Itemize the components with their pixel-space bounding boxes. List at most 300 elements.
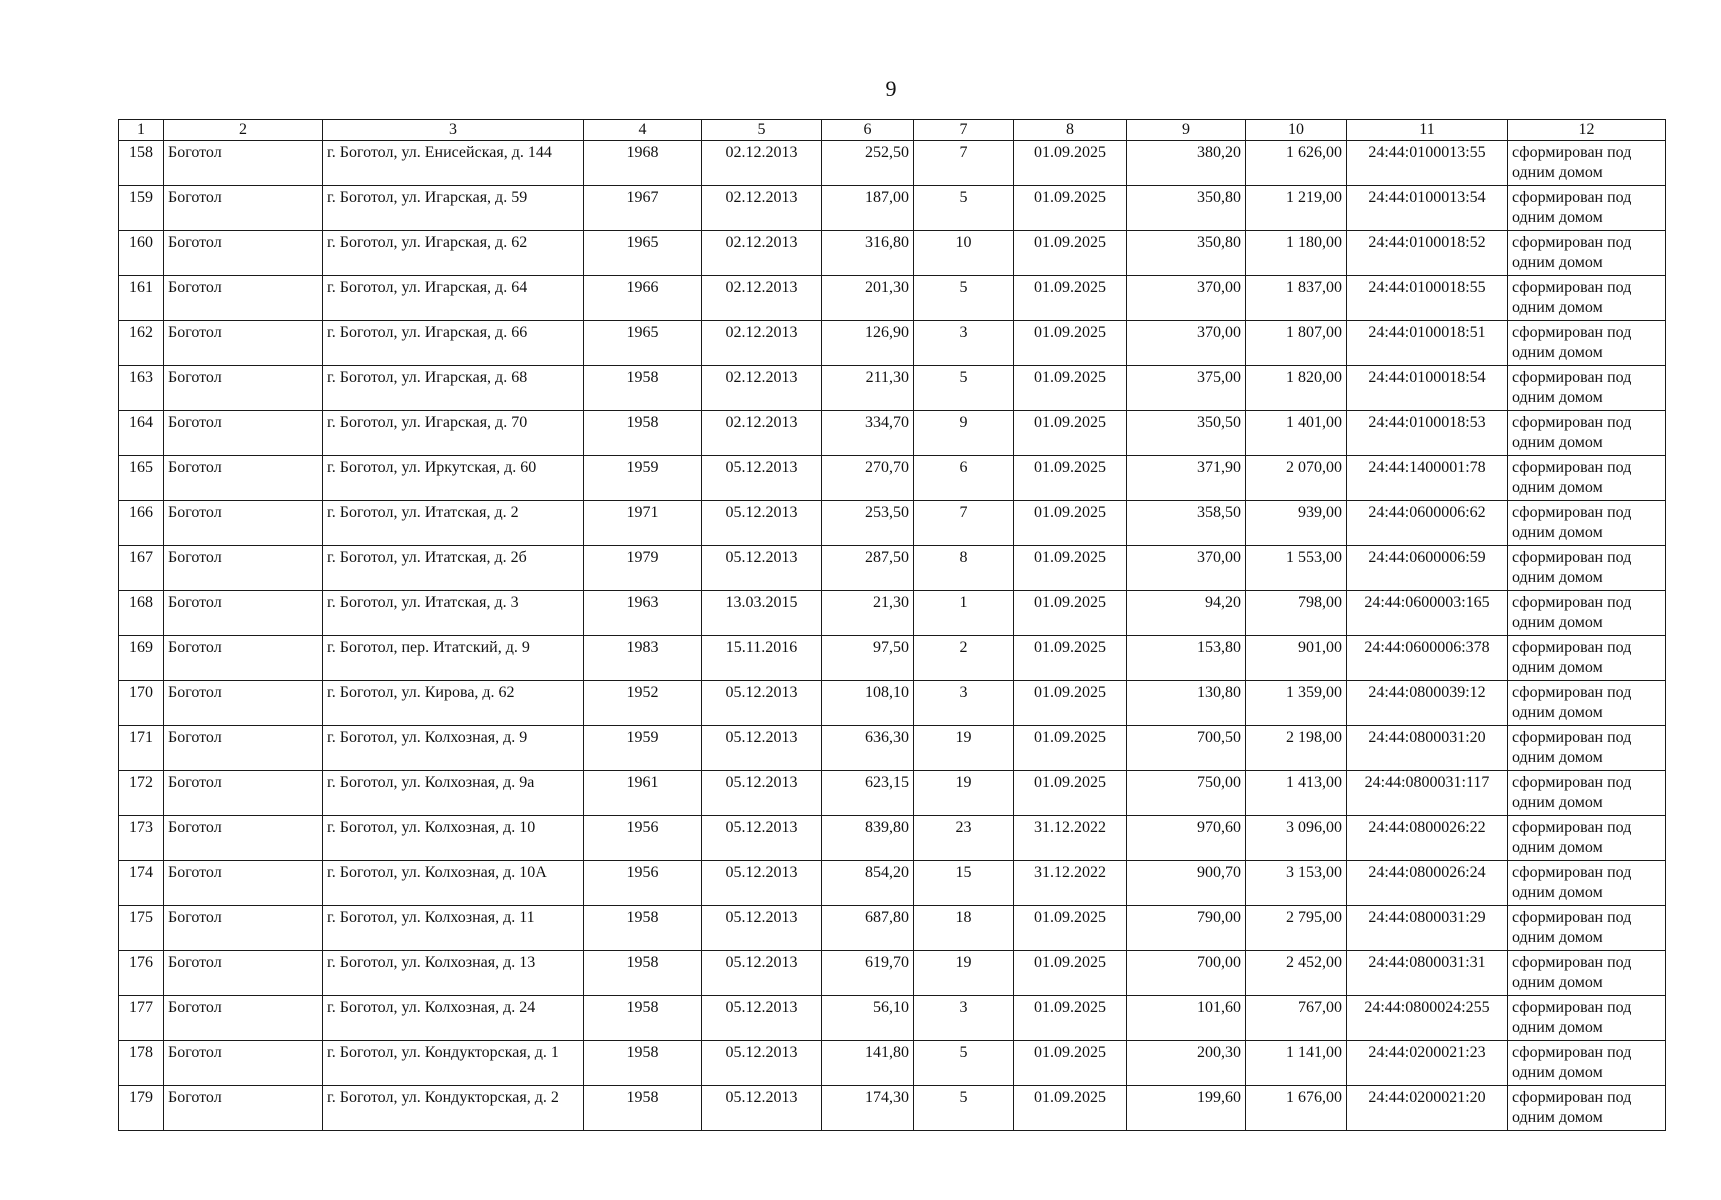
row-number: 165	[119, 456, 164, 501]
count-cell: 9	[914, 411, 1014, 456]
table-row	[119, 726, 1666, 771]
land-area-cell: 153,80	[1127, 636, 1246, 681]
area-cell: 97,50	[822, 636, 914, 681]
date-cell: 05.12.2013	[702, 771, 822, 816]
cost-cell: 1 626,00	[1246, 141, 1347, 186]
planned-date-cell: 01.09.2025	[1014, 411, 1127, 456]
year-cell: 1965	[584, 321, 702, 366]
land-area-cell: 375,00	[1127, 366, 1246, 411]
date-cell: 05.12.2013	[702, 816, 822, 861]
area-cell: 854,20	[822, 861, 914, 906]
status-cell: сформирован под одним домом	[1508, 456, 1666, 501]
date-cell: 05.12.2013	[702, 726, 822, 771]
table-row	[119, 771, 1666, 816]
land-area-cell: 900,70	[1127, 861, 1246, 906]
city-cell: Боготол	[164, 501, 323, 546]
address-cell: г. Боготол, ул. Игарская, д. 70	[323, 411, 584, 456]
date-cell: 05.12.2013	[702, 951, 822, 996]
row-number: 163	[119, 366, 164, 411]
cadastral-number-cell: 24:44:0100018:55	[1347, 276, 1508, 321]
address-cell: г. Боготол, ул. Игарская, д. 66	[323, 321, 584, 366]
row-number: 162	[119, 321, 164, 366]
year-cell: 1958	[584, 906, 702, 951]
address-cell: г. Боготол, ул. Колхозная, д. 9а	[323, 771, 584, 816]
cost-cell: 3 153,00	[1246, 861, 1347, 906]
date-cell: 15.11.2016	[702, 636, 822, 681]
planned-date-cell: 01.09.2025	[1014, 591, 1127, 636]
year-cell: 1956	[584, 861, 702, 906]
column-header-7: 7	[914, 120, 1014, 141]
cost-cell: 767,00	[1246, 996, 1347, 1041]
column-header-10: 10	[1246, 120, 1347, 141]
city-cell: Боготол	[164, 456, 323, 501]
planned-date-cell: 01.09.2025	[1014, 501, 1127, 546]
area-cell: 316,80	[822, 231, 914, 276]
year-cell: 1971	[584, 501, 702, 546]
cadastral-number-cell: 24:44:0100018:54	[1347, 366, 1508, 411]
date-cell: 05.12.2013	[702, 1041, 822, 1086]
city-cell: Боготол	[164, 141, 323, 186]
planned-date-cell: 01.09.2025	[1014, 1041, 1127, 1086]
count-cell: 2	[914, 636, 1014, 681]
status-cell: сформирован под одним домом	[1508, 186, 1666, 231]
table-row	[119, 546, 1666, 591]
count-cell: 5	[914, 1041, 1014, 1086]
address-cell: г. Боготол, ул. Иркутская, д. 60	[323, 456, 584, 501]
date-cell: 05.12.2013	[702, 681, 822, 726]
table-row	[119, 411, 1666, 456]
count-cell: 19	[914, 726, 1014, 771]
land-area-cell: 101,60	[1127, 996, 1246, 1041]
cost-cell: 1 837,00	[1246, 276, 1347, 321]
cost-cell: 1 219,00	[1246, 186, 1347, 231]
count-cell: 3	[914, 996, 1014, 1041]
year-cell: 1961	[584, 771, 702, 816]
year-cell: 1958	[584, 1086, 702, 1131]
status-cell: сформирован под одним домом	[1508, 591, 1666, 636]
cost-cell: 939,00	[1246, 501, 1347, 546]
address-cell: г. Боготол, ул. Кондукторская, д. 2	[323, 1086, 584, 1131]
planned-date-cell: 01.09.2025	[1014, 906, 1127, 951]
year-cell: 1956	[584, 816, 702, 861]
cadastral-number-cell: 24:44:0800026:24	[1347, 861, 1508, 906]
year-cell: 1959	[584, 456, 702, 501]
count-cell: 7	[914, 141, 1014, 186]
status-cell: сформирован под одним домом	[1508, 411, 1666, 456]
column-header-12: 12	[1508, 120, 1666, 141]
cost-cell: 1 401,00	[1246, 411, 1347, 456]
area-cell: 687,80	[822, 906, 914, 951]
column-header-6: 6	[822, 120, 914, 141]
column-header-5: 5	[702, 120, 822, 141]
status-cell: сформирован под одним домом	[1508, 141, 1666, 186]
address-cell: г. Боготол, ул. Итатская, д. 3	[323, 591, 584, 636]
column-number-row	[119, 120, 1666, 141]
cadastral-number-cell: 24:44:0800031:20	[1347, 726, 1508, 771]
status-cell: сформирован под одним домом	[1508, 501, 1666, 546]
planned-date-cell: 01.09.2025	[1014, 276, 1127, 321]
column-header-2: 2	[164, 120, 323, 141]
city-cell: Боготол	[164, 411, 323, 456]
address-cell: г. Боготол, ул. Кирова, д. 62	[323, 681, 584, 726]
date-cell: 02.12.2013	[702, 321, 822, 366]
cost-cell: 1 820,00	[1246, 366, 1347, 411]
table-row	[119, 951, 1666, 996]
address-cell: г. Боготол, ул. Игарская, д. 62	[323, 231, 584, 276]
city-cell: Боготол	[164, 1086, 323, 1131]
address-cell: г. Боготол, пер. Итатский, д. 9	[323, 636, 584, 681]
address-cell: г. Боготол, ул. Игарская, д. 59	[323, 186, 584, 231]
table-row	[119, 636, 1666, 681]
area-cell: 21,30	[822, 591, 914, 636]
column-header-11: 11	[1347, 120, 1508, 141]
date-cell: 05.12.2013	[702, 1086, 822, 1131]
table-row	[119, 591, 1666, 636]
table-row	[119, 366, 1666, 411]
planned-date-cell: 01.09.2025	[1014, 366, 1127, 411]
planned-date-cell: 01.09.2025	[1014, 546, 1127, 591]
land-area-cell: 200,30	[1127, 1041, 1246, 1086]
area-cell: 623,15	[822, 771, 914, 816]
planned-date-cell: 01.09.2025	[1014, 456, 1127, 501]
status-cell: сформирован под одним домом	[1508, 1041, 1666, 1086]
planned-date-cell: 01.09.2025	[1014, 636, 1127, 681]
area-cell: 839,80	[822, 816, 914, 861]
date-cell: 02.12.2013	[702, 366, 822, 411]
cadastral-number-cell: 24:44:0600003:165	[1347, 591, 1508, 636]
area-cell: 253,50	[822, 501, 914, 546]
count-cell: 8	[914, 546, 1014, 591]
address-cell: г. Боготол, ул. Игарская, д. 68	[323, 366, 584, 411]
column-header-4: 4	[584, 120, 702, 141]
cadastral-number-cell: 24:44:1400001:78	[1347, 456, 1508, 501]
planned-date-cell: 01.09.2025	[1014, 996, 1127, 1041]
cadastral-number-cell: 24:44:0800031:29	[1347, 906, 1508, 951]
year-cell: 1958	[584, 951, 702, 996]
cost-cell: 2 198,00	[1246, 726, 1347, 771]
area-cell: 211,30	[822, 366, 914, 411]
date-cell: 05.12.2013	[702, 546, 822, 591]
row-number: 178	[119, 1041, 164, 1086]
column-header-9: 9	[1127, 120, 1246, 141]
city-cell: Боготол	[164, 726, 323, 771]
date-cell: 13.03.2015	[702, 591, 822, 636]
address-cell: г. Боготол, ул. Колхозная, д. 9	[323, 726, 584, 771]
cost-cell: 1 807,00	[1246, 321, 1347, 366]
date-cell: 05.12.2013	[702, 996, 822, 1041]
cadastral-number-cell: 24:44:0600006:378	[1347, 636, 1508, 681]
address-cell: г. Боготол, ул. Колхозная, д. 24	[323, 996, 584, 1041]
status-cell: сформирован под одним домом	[1508, 861, 1666, 906]
year-cell: 1958	[584, 1041, 702, 1086]
table-row	[119, 501, 1666, 546]
row-number: 173	[119, 816, 164, 861]
table-row	[119, 681, 1666, 726]
cost-cell: 798,00	[1246, 591, 1347, 636]
address-cell: г. Боготол, ул. Колхозная, д. 13	[323, 951, 584, 996]
status-cell: сформирован под одним домом	[1508, 1086, 1666, 1131]
year-cell: 1952	[584, 681, 702, 726]
year-cell: 1967	[584, 186, 702, 231]
cadastral-number-cell: 24:44:0100013:55	[1347, 141, 1508, 186]
column-header-8: 8	[1014, 120, 1127, 141]
row-number: 167	[119, 546, 164, 591]
row-number: 172	[119, 771, 164, 816]
date-cell: 05.12.2013	[702, 906, 822, 951]
land-area-cell: 130,80	[1127, 681, 1246, 726]
city-cell: Боготол	[164, 546, 323, 591]
status-cell: сформирован под одним домом	[1508, 366, 1666, 411]
status-cell: сформирован под одним домом	[1508, 276, 1666, 321]
land-area-cell: 350,50	[1127, 411, 1246, 456]
area-cell: 619,70	[822, 951, 914, 996]
table-row	[119, 816, 1666, 861]
status-cell: сформирован под одним домом	[1508, 231, 1666, 276]
table-row	[119, 321, 1666, 366]
cadastral-number-cell: 24:44:0100018:52	[1347, 231, 1508, 276]
cost-cell: 2 452,00	[1246, 951, 1347, 996]
table-row	[119, 141, 1666, 186]
date-cell: 02.12.2013	[702, 141, 822, 186]
date-cell: 05.12.2013	[702, 861, 822, 906]
cadastral-number-cell: 24:44:0100013:54	[1347, 186, 1508, 231]
planned-date-cell: 01.09.2025	[1014, 321, 1127, 366]
address-cell: г. Боготол, ул. Итатская, д. 2	[323, 501, 584, 546]
address-cell: г. Боготол, ул. Колхозная, д. 10	[323, 816, 584, 861]
row-number: 179	[119, 1086, 164, 1131]
planned-date-cell: 31.12.2022	[1014, 861, 1127, 906]
city-cell: Боготол	[164, 321, 323, 366]
land-area-cell: 970,60	[1127, 816, 1246, 861]
year-cell: 1963	[584, 591, 702, 636]
area-cell: 174,30	[822, 1086, 914, 1131]
area-cell: 334,70	[822, 411, 914, 456]
land-area-cell: 370,00	[1127, 546, 1246, 591]
count-cell: 15	[914, 861, 1014, 906]
cadastral-number-cell: 24:44:0800026:22	[1347, 816, 1508, 861]
cadastral-number-cell: 24:44:0800031:117	[1347, 771, 1508, 816]
year-cell: 1958	[584, 411, 702, 456]
count-cell: 19	[914, 951, 1014, 996]
row-number: 159	[119, 186, 164, 231]
table-row	[119, 1086, 1666, 1131]
row-number: 164	[119, 411, 164, 456]
count-cell: 5	[914, 366, 1014, 411]
cost-cell: 2 070,00	[1246, 456, 1347, 501]
address-cell: г. Боготол, ул. Енисейская, д. 144	[323, 141, 584, 186]
page-number: 9	[885, 76, 897, 101]
table-row	[119, 231, 1666, 276]
count-cell: 5	[914, 276, 1014, 321]
city-cell: Боготол	[164, 681, 323, 726]
address-cell: г. Боготол, ул. Итатская, д. 2б	[323, 546, 584, 591]
city-cell: Боготол	[164, 771, 323, 816]
year-cell: 1958	[584, 996, 702, 1041]
count-cell: 5	[914, 186, 1014, 231]
city-cell: Боготол	[164, 1041, 323, 1086]
status-cell: сформирован под одним домом	[1508, 996, 1666, 1041]
row-number: 175	[119, 906, 164, 951]
count-cell: 23	[914, 816, 1014, 861]
table-row	[119, 996, 1666, 1041]
planned-date-cell: 01.09.2025	[1014, 141, 1127, 186]
status-cell: сформирован под одним домом	[1508, 321, 1666, 366]
cost-cell: 1 180,00	[1246, 231, 1347, 276]
planned-date-cell: 01.09.2025	[1014, 186, 1127, 231]
row-number: 168	[119, 591, 164, 636]
address-cell: г. Боготол, ул. Кондукторская, д. 1	[323, 1041, 584, 1086]
date-cell: 05.12.2013	[702, 501, 822, 546]
area-cell: 108,10	[822, 681, 914, 726]
area-cell: 270,70	[822, 456, 914, 501]
table-row	[119, 276, 1666, 321]
land-area-cell: 750,00	[1127, 771, 1246, 816]
city-cell: Боготол	[164, 231, 323, 276]
city-cell: Боготол	[164, 366, 323, 411]
table-body	[119, 141, 1666, 1131]
status-cell: сформирован под одним домом	[1508, 771, 1666, 816]
cadastral-number-cell: 24:44:0600006:59	[1347, 546, 1508, 591]
row-number: 160	[119, 231, 164, 276]
count-cell: 19	[914, 771, 1014, 816]
land-area-cell: 700,50	[1127, 726, 1246, 771]
housing-registry-table	[118, 119, 1666, 1131]
cadastral-number-cell: 24:44:0800024:255	[1347, 996, 1508, 1041]
count-cell: 3	[914, 681, 1014, 726]
table-row	[119, 906, 1666, 951]
status-cell: сформирован под одним домом	[1508, 726, 1666, 771]
cost-cell: 1 141,00	[1246, 1041, 1347, 1086]
land-area-cell: 370,00	[1127, 321, 1246, 366]
count-cell: 10	[914, 231, 1014, 276]
cadastral-number-cell: 24:44:0600006:62	[1347, 501, 1508, 546]
year-cell: 1959	[584, 726, 702, 771]
row-number: 169	[119, 636, 164, 681]
status-cell: сформирован под одним домом	[1508, 546, 1666, 591]
status-cell: сформирован под одним домом	[1508, 816, 1666, 861]
cost-cell: 901,00	[1246, 636, 1347, 681]
land-area-cell: 380,20	[1127, 141, 1246, 186]
land-area-cell: 700,00	[1127, 951, 1246, 996]
cost-cell: 3 096,00	[1246, 816, 1347, 861]
city-cell: Боготол	[164, 636, 323, 681]
row-number: 170	[119, 681, 164, 726]
city-cell: Боготол	[164, 276, 323, 321]
cadastral-number-cell: 24:44:0200021:20	[1347, 1086, 1508, 1131]
row-number: 174	[119, 861, 164, 906]
year-cell: 1958	[584, 366, 702, 411]
city-cell: Боготол	[164, 591, 323, 636]
land-area-cell: 199,60	[1127, 1086, 1246, 1131]
address-cell: г. Боготол, ул. Игарская, д. 64	[323, 276, 584, 321]
city-cell: Боготол	[164, 951, 323, 996]
city-cell: Боготол	[164, 186, 323, 231]
count-cell: 5	[914, 1086, 1014, 1131]
date-cell: 02.12.2013	[702, 411, 822, 456]
area-cell: 287,50	[822, 546, 914, 591]
count-cell: 1	[914, 591, 1014, 636]
row-number: 161	[119, 276, 164, 321]
cadastral-number-cell: 24:44:0100018:51	[1347, 321, 1508, 366]
cadastral-number-cell: 24:44:0100018:53	[1347, 411, 1508, 456]
date-cell: 02.12.2013	[702, 276, 822, 321]
land-area-cell: 94,20	[1127, 591, 1246, 636]
date-cell: 02.12.2013	[702, 231, 822, 276]
cadastral-number-cell: 24:44:0200021:23	[1347, 1041, 1508, 1086]
planned-date-cell: 31.12.2022	[1014, 816, 1127, 861]
area-cell: 636,30	[822, 726, 914, 771]
cadastral-number-cell: 24:44:0800039:12	[1347, 681, 1508, 726]
year-cell: 1965	[584, 231, 702, 276]
planned-date-cell: 01.09.2025	[1014, 771, 1127, 816]
land-area-cell: 371,90	[1127, 456, 1246, 501]
area-cell: 187,00	[822, 186, 914, 231]
address-cell: г. Боготол, ул. Колхозная, д. 10А	[323, 861, 584, 906]
area-cell: 252,50	[822, 141, 914, 186]
land-area-cell: 350,80	[1127, 186, 1246, 231]
cost-cell: 1 553,00	[1246, 546, 1347, 591]
planned-date-cell: 01.09.2025	[1014, 1086, 1127, 1131]
row-number: 171	[119, 726, 164, 771]
status-cell: сформирован под одним домом	[1508, 681, 1666, 726]
table-row	[119, 186, 1666, 231]
status-cell: сформирован под одним домом	[1508, 636, 1666, 681]
column-header-3: 3	[323, 120, 584, 141]
city-cell: Боготол	[164, 816, 323, 861]
count-cell: 18	[914, 906, 1014, 951]
planned-date-cell: 01.09.2025	[1014, 951, 1127, 996]
row-number: 158	[119, 141, 164, 186]
count-cell: 3	[914, 321, 1014, 366]
year-cell: 1979	[584, 546, 702, 591]
status-cell: сформирован под одним домом	[1508, 951, 1666, 996]
table-row	[119, 456, 1666, 501]
column-header-1: 1	[119, 120, 164, 141]
date-cell: 02.12.2013	[702, 186, 822, 231]
address-cell: г. Боготол, ул. Колхозная, д. 11	[323, 906, 584, 951]
cost-cell: 1 359,00	[1246, 681, 1347, 726]
city-cell: Боготол	[164, 861, 323, 906]
count-cell: 7	[914, 501, 1014, 546]
city-cell: Боготол	[164, 906, 323, 951]
row-number: 177	[119, 996, 164, 1041]
cost-cell: 1 676,00	[1246, 1086, 1347, 1131]
planned-date-cell: 01.09.2025	[1014, 231, 1127, 276]
area-cell: 56,10	[822, 996, 914, 1041]
row-number: 166	[119, 501, 164, 546]
year-cell: 1983	[584, 636, 702, 681]
city-cell: Боготол	[164, 996, 323, 1041]
year-cell: 1968	[584, 141, 702, 186]
cadastral-number-cell: 24:44:0800031:31	[1347, 951, 1508, 996]
planned-date-cell: 01.09.2025	[1014, 726, 1127, 771]
area-cell: 141,80	[822, 1041, 914, 1086]
date-cell: 05.12.2013	[702, 456, 822, 501]
count-cell: 6	[914, 456, 1014, 501]
area-cell: 201,30	[822, 276, 914, 321]
land-area-cell: 790,00	[1127, 906, 1246, 951]
cost-cell: 2 795,00	[1246, 906, 1347, 951]
row-number: 176	[119, 951, 164, 996]
area-cell: 126,90	[822, 321, 914, 366]
planned-date-cell: 01.09.2025	[1014, 681, 1127, 726]
land-area-cell: 358,50	[1127, 501, 1246, 546]
table-row	[119, 861, 1666, 906]
cost-cell: 1 413,00	[1246, 771, 1347, 816]
land-area-cell: 370,00	[1127, 276, 1246, 321]
land-area-cell: 350,80	[1127, 231, 1246, 276]
year-cell: 1966	[584, 276, 702, 321]
